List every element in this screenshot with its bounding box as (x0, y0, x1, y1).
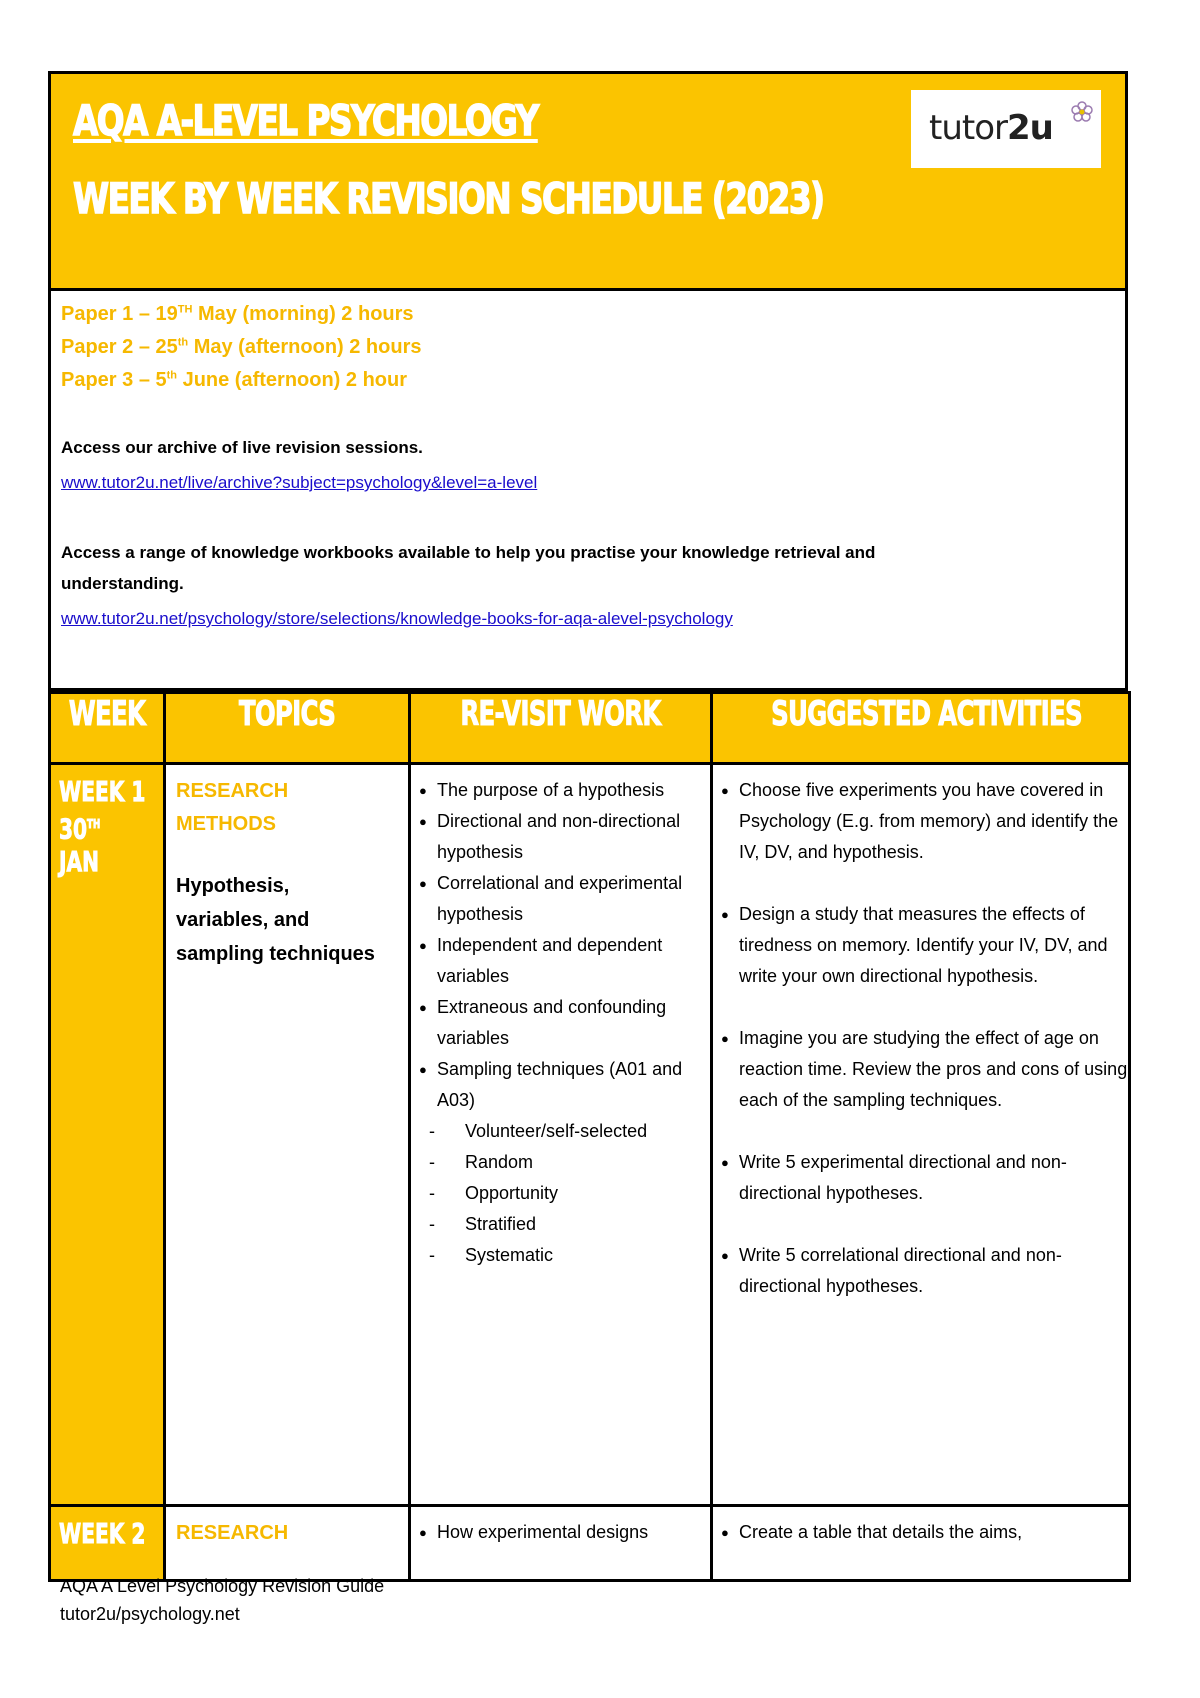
footer-guide-title: AQA A Level Psychology Revision Guide (60, 1576, 385, 1596)
list-item: ● Directional and non-directional hypothesis (419, 806, 710, 868)
week-1-label: WEEK 1 (59, 775, 146, 808)
topic-subtitle: Hypothesis, variables, and sampling techniques (176, 875, 375, 965)
week-2-topics (165, 1506, 410, 1581)
revision-schedule-table (48, 691, 1131, 1582)
topic-category: RESEARCH (176, 1522, 289, 1544)
week-2-cell (50, 1506, 165, 1581)
list-item: ● Create a table that details the aims, (721, 1517, 1128, 1548)
week-2-revisit (410, 1506, 712, 1581)
revisit-list (419, 775, 710, 1116)
list-item: ● How experimental designs (419, 1517, 710, 1548)
header-week: WEEK (50, 693, 165, 764)
list-item: ● Independent and dependent variables (419, 930, 710, 992)
workbooks-text-1: Access a range of knowledge workbooks available to help you practise your knowledge retrieval and (61, 543, 876, 562)
table-row-week-1 (50, 764, 1130, 1506)
list-item: - Opportunity (411, 1178, 710, 1209)
list-item: - Volunteer/self-selected (411, 1116, 710, 1147)
page-title: AQA A-LEVEL PSYCHOLOGY (73, 96, 538, 145)
week-1-activities (712, 764, 1130, 1506)
archive-link[interactable]: www.tutor2u.net/live/archive?subject=psychology&level=a-level (61, 473, 538, 492)
paper-1-date: Paper 1 – 19TH May (morning) 2 hours (61, 303, 414, 325)
week-1-date: 30 (59, 812, 88, 846)
list-item: ● Write 5 correlational directional and non-directional hypotheses. (721, 1240, 1128, 1302)
list-item: ● Correlational and experimental hypothesis (419, 868, 710, 930)
workbooks-link[interactable]: www.tutor2u.net/psychology/store/selections/knowledge-books-for-aqa-alevel-psychology (61, 609, 733, 628)
document-frame (48, 71, 1128, 1562)
header-topics: TOPICS (165, 693, 410, 764)
list-item: ● Imagine you are studying the effect of age on reaction time. Review the pros and cons of using each of the sampling techniques. (721, 1023, 1128, 1116)
list-item: ● The purpose of a hypothesis (419, 775, 710, 806)
week-1-topics (165, 764, 410, 1506)
week-1-revisit (410, 764, 712, 1506)
activities-list (721, 775, 1128, 1302)
list-item: - Stratified (411, 1209, 710, 1240)
logo-text-tutor: tutor (929, 108, 1007, 148)
flower-logo-icon (1069, 100, 1095, 126)
logo-text (929, 108, 1053, 148)
table-header-row (50, 693, 1130, 764)
week-1-month: JAN (59, 845, 99, 879)
page-subtitle: WEEK BY WEEK REVISION SCHEDULE (2023) (73, 174, 824, 223)
logo-text-2u: 2u (1007, 108, 1053, 148)
list-item: ● Write 5 experimental directional and non-directional hypotheses. (721, 1147, 1128, 1209)
header-banner (48, 71, 1128, 291)
activities-list (721, 1517, 1128, 1548)
table-row-week-2 (50, 1506, 1130, 1581)
week-1-cell: WEEK 1 30TH JAN (50, 764, 165, 1506)
paper-2-date: Paper 2 – 25th May (afternoon) 2 hours (61, 336, 422, 358)
workbooks-text-2: understanding. (61, 574, 184, 593)
list-item: - Systematic (411, 1240, 710, 1271)
week-2-label: WEEK 2 (59, 1517, 146, 1550)
week-2-activities (712, 1506, 1130, 1581)
sampling-techniques-list (411, 1116, 710, 1271)
list-item: ● Design a study that measures the effects of tiredness on memory. Identify your IV, DV, and write your own directional hypothesis. (721, 899, 1128, 992)
revisit-list (419, 1517, 710, 1548)
list-item: - Random (411, 1147, 710, 1178)
list-item: ● Extraneous and confounding variables (419, 992, 710, 1054)
archive-text: Access our archive of live revision sessions. (61, 438, 423, 457)
list-item: ● Choose five experiments you have covered in Psychology (E.g. from memory) and identify the IV, DV, and hypothesis. (721, 775, 1128, 868)
list-item: ● Sampling techniques (A01 and A03) (419, 1054, 710, 1116)
footer-site: tutor2u/psychology.net (60, 1604, 240, 1624)
info-panel (48, 291, 1128, 691)
header-revisit: RE-VISIT WORK (410, 693, 712, 764)
header-activities: SUGGESTED ACTIVITIES (712, 693, 1130, 764)
paper-3-date: Paper 3 – 5th June (afternoon) 2 hour (61, 369, 408, 391)
tutor2u-logo (911, 90, 1101, 168)
topic-category: RESEARCH METHODS (176, 780, 289, 835)
